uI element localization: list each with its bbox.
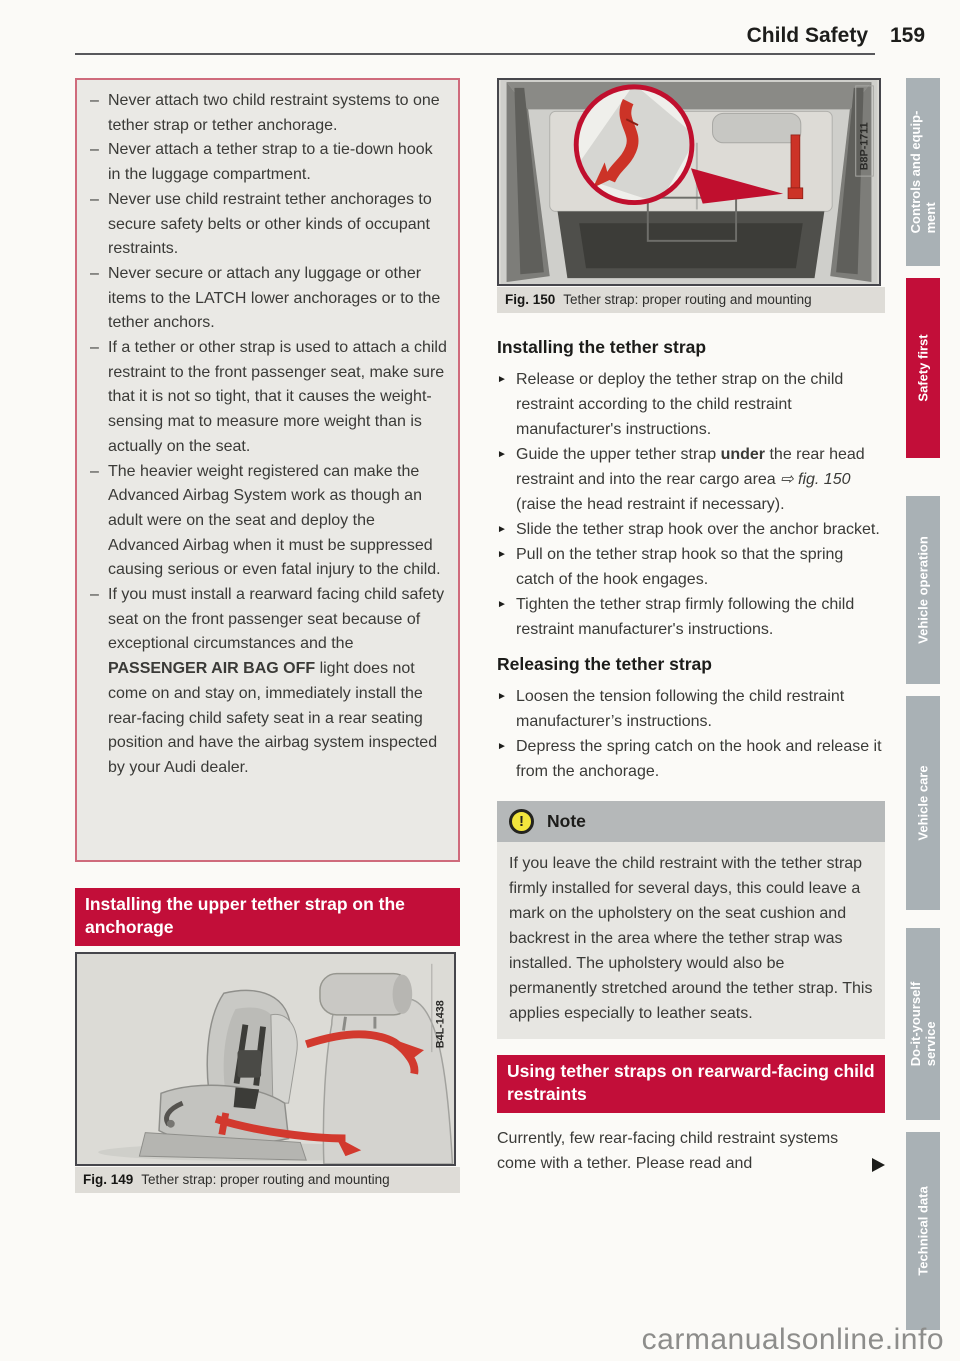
warning-item: – If a tether or other strap is used to attach a child restraint to the front passenger seat, make sure that it is not so tight, that it causes the weight-sensing mat to measure more weight than is actually on the seat.: [88, 336, 447, 460]
note-header: [497, 801, 885, 842]
fig149-illustration: [75, 952, 456, 1166]
fig150-code: B8P-1711: [858, 122, 871, 171]
header-rule: [75, 53, 875, 55]
figure-reference: ⇨ fig. 150: [780, 471, 851, 488]
sidebar-tab-technical-data: Technical data: [906, 1132, 940, 1330]
warning-box: [75, 78, 460, 862]
instruction-step: ► Depress the spring catch on the hook and release it from the anchorage.: [497, 734, 885, 784]
note-title: Note: [547, 811, 586, 831]
note-body: If you leave the child restraint with the tether strap firmly installed for several days, this could leave a mark on the upholstery on the seat cushion and backrest in the area where the tether strap was installed. The upholstery would also be permanently stretched around the tether strap. This applies especially to leather seats.: [497, 842, 885, 1039]
instruction-step: ► Guide the upper tether strap under the rear head restraint and into the rear cargo area ⇨ fig. 150 (raise the head restraint if necessary).: [497, 442, 885, 517]
instruction-step: ► Tighten the tether strap firmly following the child restraint manufacturer's instructions.: [497, 592, 885, 642]
warning-item: – Never attach a tether strap to a tie-down hook in the luggage compartment.: [88, 138, 447, 187]
closing-paragraph: Currently, few rear-facing child restraint systems come with a tether. Please read and: [497, 1126, 885, 1176]
right-column: [497, 337, 885, 1176]
sidebar-tab-do-it-yourself-service: Do-it-yourself service: [906, 928, 940, 1120]
page-number: 159: [890, 24, 926, 47]
section-header-using-tether-straps: Using tether straps on rearward-facing child restraints: [497, 1055, 885, 1113]
section-header-installing-upper-tether: Installing the upper tether strap on the anchorage: [75, 888, 460, 946]
warning-item: – Never use child restraint tether anchorages to secure safety belts or other kinds of occupant restraints.: [88, 188, 447, 262]
instruction-step: ► Loosen the tension following the child restraint manufacturer’s instructions.: [497, 684, 885, 734]
fig150-illustration: [497, 78, 881, 286]
instruction-step: ► Release or deploy the tether strap on the child restraint according to the child restraint manufacturer's instructions.: [497, 367, 885, 442]
warning-item: – Never secure or attach any luggage or other items to the LATCH lower anchorages or to the tether anchors.: [88, 262, 447, 336]
heading-releasing-tether-strap: Releasing the tether strap: [497, 654, 712, 674]
warning-item: – If you must install a rearward facing child safety seat on the front passenger seat because of exceptional circumstances and the PASSENGER AIR BAG OFF light does not come on and stay on, immediately install the rear-facing child safety seat in a rear seating position and have the airbag system inspected by your Audi dealer.: [88, 583, 447, 781]
instruction-step: ► Pull on the tether strap hook so that the spring catch of the hook engages.: [497, 542, 885, 592]
sidebar-tab-vehicle-operation: Vehicle operation: [906, 496, 940, 684]
fig149-code: B4L-1438: [434, 1000, 447, 1049]
warning-item: – The heavier weight registered can make the Advanced Airbag System work as though an adult were on the seat and deploy the Advanced Airbag when it must be suppressed causing serious or even fatal injury to the child.: [88, 460, 447, 584]
note-box: [497, 801, 885, 1039]
note-exclamation-icon: !: [509, 809, 534, 834]
figure-149: [75, 952, 460, 1193]
fig149-caption: Fig. 149 Tether strap: proper routing and mounting: [75, 1167, 460, 1193]
page-title: Child Safety: [746, 24, 868, 47]
sidebar-tab-safety-first: Safety first: [906, 278, 940, 458]
watermark: carmanualsonline.info: [641, 1323, 944, 1356]
sidebar-tab-vehicle-care: Vehicle care: [906, 696, 940, 910]
warning-item: – Never attach two child restraint systems to one tether strap or tether anchorage.: [88, 89, 447, 138]
heading-installing-tether-strap: Installing the tether strap: [497, 337, 707, 357]
figure-150: [497, 78, 885, 313]
sidebar-tab-controls-and-equipment: Controls and equip- ment: [906, 78, 940, 266]
installing-steps: [497, 367, 885, 642]
releasing-steps: [497, 684, 885, 784]
instruction-step: ► Slide the tether strap hook over the anchor bracket.: [497, 517, 885, 542]
fig150-caption: Fig. 150 Tether strap: proper routing and mounting: [497, 287, 885, 313]
continue-arrow-icon: [872, 1158, 885, 1172]
